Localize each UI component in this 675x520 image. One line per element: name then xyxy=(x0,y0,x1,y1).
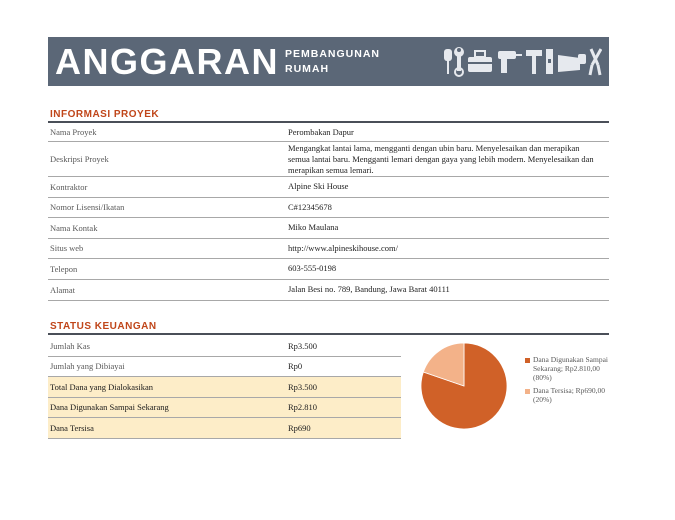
subtitle-line-2: RUMAH xyxy=(285,63,330,75)
row-value: Rp3.500 xyxy=(288,381,318,392)
table-row xyxy=(48,418,401,439)
toolbox-icon xyxy=(468,51,492,72)
row-label: Telepon xyxy=(50,263,78,274)
screwdriver-icon xyxy=(444,49,452,74)
table-row xyxy=(48,177,609,198)
row-label: Alamat xyxy=(50,284,76,295)
legend-label-used: Dana Digunakan Sampai Sekarang; Rp2.810,00 (80%) xyxy=(533,355,608,382)
row-label: Kontraktor xyxy=(50,181,88,192)
hammer-icon xyxy=(526,50,542,74)
row-value: Jalan Besi no. 789, Bandung, Jawa Barat 40111 xyxy=(288,284,450,294)
table-row xyxy=(48,259,609,280)
row-value: Perombakan Dapur xyxy=(288,126,354,137)
subtitle-line-1: PEMBANGUNAN xyxy=(285,48,380,60)
row-value: Alpine Ski House xyxy=(288,181,349,192)
row-value: Rp3.500 xyxy=(288,340,318,351)
legend-label-remaining: Dana Tersisa; Rp690,00 (20%) xyxy=(533,386,606,404)
row-label: Dana Tersisa xyxy=(50,422,94,433)
wrench-icon xyxy=(454,47,464,76)
row-value: Rp2.810 xyxy=(288,402,318,413)
row-label: Nama Kontak xyxy=(50,222,98,233)
row-value: Miko Maulana xyxy=(288,222,339,233)
drill-icon xyxy=(498,51,522,73)
row-value: C#12345678 xyxy=(288,201,332,212)
row-label: Nama Proyek xyxy=(50,127,97,137)
row-label: Total Dana yang Dialokasikan xyxy=(50,381,154,392)
row-value: 603-555-0198 xyxy=(288,263,337,274)
table-row xyxy=(48,142,609,177)
legend-swatch-remaining xyxy=(525,389,530,394)
legend-item-used xyxy=(525,355,609,382)
page-title: ANGGARAN xyxy=(55,41,279,82)
row-label: Deskripsi Proyek xyxy=(50,154,109,164)
table-row xyxy=(48,218,609,239)
row-value: Mengangkat lantai lama, mengganti dengan ubin baru. Menyelesaikan dan merapikan semua lantai baru. Mengganti lemari dengan gaya yang lebih modern. Menyelesaikan dan merapikan semua lemari. xyxy=(288,142,594,175)
financial-status-table xyxy=(48,336,401,439)
legend-item-remaining xyxy=(525,386,609,404)
row-label: Jumlah Kas xyxy=(50,340,90,351)
table-row xyxy=(48,377,401,398)
table-row xyxy=(48,398,401,419)
level-icon xyxy=(546,49,553,74)
row-value: Rp690 xyxy=(288,422,311,433)
financial-status-heading: STATUS KEUANGAN xyxy=(50,321,157,332)
table-row xyxy=(48,357,401,378)
table-row xyxy=(48,336,401,357)
project-info-table xyxy=(48,123,609,301)
chart-legend xyxy=(525,355,609,408)
page-subtitle xyxy=(285,47,380,77)
pliers-icon xyxy=(590,49,601,75)
table-row xyxy=(48,239,609,260)
legend-swatch-used xyxy=(525,358,530,363)
row-label: Situs web xyxy=(50,243,84,254)
saw-icon xyxy=(558,54,586,72)
table-row xyxy=(48,123,609,142)
table-row xyxy=(48,198,609,219)
row-label: Dana Digunakan Sampai Sekarang xyxy=(50,402,169,413)
header-banner xyxy=(48,37,609,86)
project-info-heading: INFORMASI PROYEK xyxy=(50,109,160,120)
table-row xyxy=(48,280,609,301)
row-value: Rp0 xyxy=(288,361,303,372)
row-label: Jumlah yang Dibiayai xyxy=(50,361,125,372)
tools-illustration xyxy=(442,45,602,77)
row-label: Nomor Lisensi/Ikatan xyxy=(50,202,125,213)
website-link[interactable]: http://www.alpineskihouse.com/ xyxy=(288,242,398,253)
